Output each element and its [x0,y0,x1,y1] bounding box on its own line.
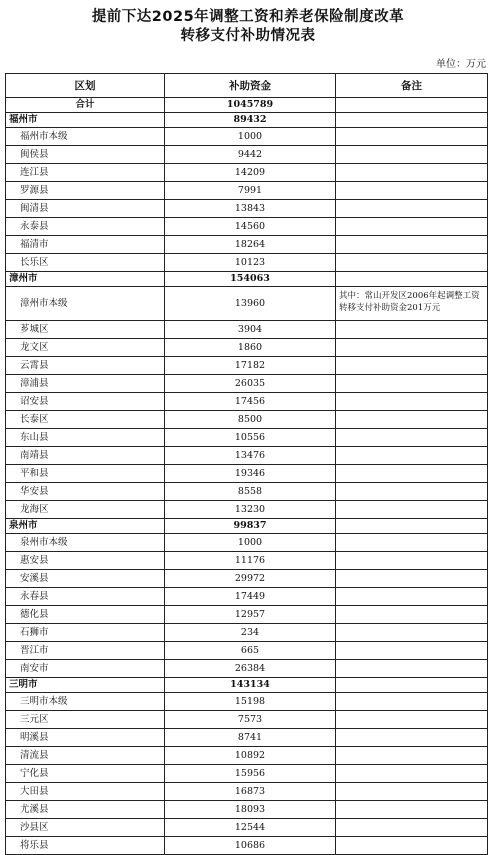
total-row [6,98,488,113]
region-note [336,765,488,783]
region-name: 惠安县 [6,552,165,570]
table-row [6,624,488,642]
region-amount: 12544 [165,819,336,837]
region-name: 长泰区 [6,411,165,429]
region-note [336,429,488,447]
region-amount: 10686 [165,837,336,855]
table-row [6,765,488,783]
region-amount: 13230 [165,501,336,519]
table-row [6,483,488,501]
region-name: 漳浦县 [6,375,165,393]
region-name: 永泰县 [6,218,165,236]
table-row [6,429,488,447]
table-row [6,747,488,765]
region-name: 德化县 [6,606,165,624]
region-note [336,339,488,357]
region-name: 清流县 [6,747,165,765]
city-row [6,272,488,287]
region-name: 龙海区 [6,501,165,519]
table-row [6,128,488,146]
header-region: 区划 [6,74,165,98]
region-name: 闽侯县 [6,146,165,164]
region-note [336,465,488,483]
unit-label: 单位：万元 [436,59,486,70]
region-name: 长乐区 [6,254,165,272]
city-amount: 154063 [165,272,336,287]
region-note [336,729,488,747]
table-row [6,837,488,855]
region-name: 漳州市本级 [6,287,165,321]
region-note [336,218,488,236]
region-name: 三元区 [6,711,165,729]
region-name: 南靖县 [6,447,165,465]
table-row [6,588,488,606]
table-row [6,357,488,375]
region-note [336,624,488,642]
region-note [336,236,488,254]
table-row [6,819,488,837]
region-amount: 1860 [165,339,336,357]
region-note [336,783,488,801]
region-amount: 9442 [165,146,336,164]
region-note [336,357,488,375]
region-amount: 14209 [165,164,336,182]
city-name: 泉州市 [6,519,165,534]
region-amount: 18093 [165,801,336,819]
region-note [336,660,488,678]
header-note: 备注 [336,74,488,98]
table-row [6,164,488,182]
region-name: 南安市 [6,660,165,678]
table-row [6,660,488,678]
region-note [336,321,488,339]
region-amount: 3904 [165,321,336,339]
region-name: 罗源县 [6,182,165,200]
table-row [6,783,488,801]
region-amount: 16873 [165,783,336,801]
table-row [6,146,488,164]
table-row [6,411,488,429]
region-note [336,182,488,200]
city-note [336,113,488,128]
region-note [336,711,488,729]
region-note [336,588,488,606]
table-row [6,393,488,411]
city-name: 福州市 [6,113,165,128]
region-name: 平和县 [6,465,165,483]
region-amount: 1000 [165,534,336,552]
table-row [6,501,488,519]
table-row [6,552,488,570]
table-row [6,321,488,339]
region-name: 将乐县 [6,837,165,855]
region-amount: 10892 [165,747,336,765]
city-row [6,519,488,534]
region-amount: 29972 [165,570,336,588]
region-name: 三明市本级 [6,693,165,711]
table-row [6,254,488,272]
table-row [6,218,488,236]
city-row [6,678,488,693]
region-amount: 12957 [165,606,336,624]
region-note [336,375,488,393]
table-row [6,642,488,660]
city-amount: 143134 [165,678,336,693]
region-amount: 17182 [165,357,336,375]
region-name: 福清市 [6,236,165,254]
table-header-row [6,74,488,98]
region-name: 大田县 [6,783,165,801]
region-name: 东山县 [6,429,165,447]
city-amount: 89432 [165,113,336,128]
total-label: 合计 [6,98,165,113]
region-amount: 7573 [165,711,336,729]
region-name: 龙文区 [6,339,165,357]
table-row [6,287,488,321]
region-note [336,606,488,624]
region-amount: 26035 [165,375,336,393]
region-name: 永春县 [6,588,165,606]
region-note [336,819,488,837]
region-amount: 15956 [165,765,336,783]
page-title-line2: 转移支付补助情况表 [180,28,316,44]
table-row [6,339,488,357]
table-row [6,711,488,729]
region-note [336,447,488,465]
region-amount: 13476 [165,447,336,465]
total-note [336,98,488,113]
city-name: 三明市 [6,678,165,693]
region-amount: 10556 [165,429,336,447]
region-note: 其中：常山开发区2006年起调整工资转移支付补助资金201万元 [336,287,488,321]
region-note [336,254,488,272]
region-name: 安溪县 [6,570,165,588]
table-row [6,693,488,711]
region-note [336,164,488,182]
region-note [336,200,488,218]
region-name: 闽清县 [6,200,165,218]
region-amount: 1000 [165,128,336,146]
city-note [336,678,488,693]
table-row [6,606,488,624]
table-row [6,729,488,747]
region-amount: 14560 [165,218,336,236]
region-amount: 13960 [165,287,336,321]
region-amount: 17449 [165,588,336,606]
region-note [336,570,488,588]
table-row [6,375,488,393]
region-amount: 234 [165,624,336,642]
region-name: 诏安县 [6,393,165,411]
table-row [6,534,488,552]
region-note [336,534,488,552]
region-amount: 11176 [165,552,336,570]
region-note [336,411,488,429]
region-name: 宁化县 [6,765,165,783]
table-row [6,465,488,483]
region-note [336,642,488,660]
subsidy-table [5,73,488,855]
region-name: 石狮市 [6,624,165,642]
region-note [336,393,488,411]
region-name: 泉州市本级 [6,534,165,552]
region-note [336,801,488,819]
table-row [6,200,488,218]
region-amount: 13843 [165,200,336,218]
city-name: 漳州市 [6,272,165,287]
region-name: 芗城区 [6,321,165,339]
city-note [336,519,488,534]
table-row [6,570,488,588]
region-note [336,693,488,711]
region-note [336,146,488,164]
region-name: 沙县区 [6,819,165,837]
page-title-line1: 提前下达2025年调整工资和养老保险制度改革 [91,9,405,25]
region-name: 连江县 [6,164,165,182]
region-amount: 665 [165,642,336,660]
region-name: 尤溪县 [6,801,165,819]
region-amount: 17456 [165,393,336,411]
region-note [336,552,488,570]
region-name: 云霄县 [6,357,165,375]
table-row [6,447,488,465]
region-note [336,837,488,855]
region-note [336,747,488,765]
region-amount: 8741 [165,729,336,747]
header-amount: 补助资金 [165,74,336,98]
region-amount: 26384 [165,660,336,678]
table-row [6,801,488,819]
region-name: 明溪县 [6,729,165,747]
region-amount: 18264 [165,236,336,254]
region-amount: 10123 [165,254,336,272]
region-note [336,483,488,501]
region-amount: 8500 [165,411,336,429]
city-note [336,272,488,287]
region-name: 福州市本级 [6,128,165,146]
city-row [6,113,488,128]
region-note [336,501,488,519]
table-body [6,98,488,855]
region-note [336,128,488,146]
region-amount: 15198 [165,693,336,711]
region-name: 晋江市 [6,642,165,660]
region-amount: 8558 [165,483,336,501]
city-amount: 99837 [165,519,336,534]
region-amount: 19346 [165,465,336,483]
region-name: 华安县 [6,483,165,501]
total-amount: 1045789 [165,98,336,113]
region-amount: 7991 [165,182,336,200]
table-row [6,182,488,200]
table-row [6,236,488,254]
